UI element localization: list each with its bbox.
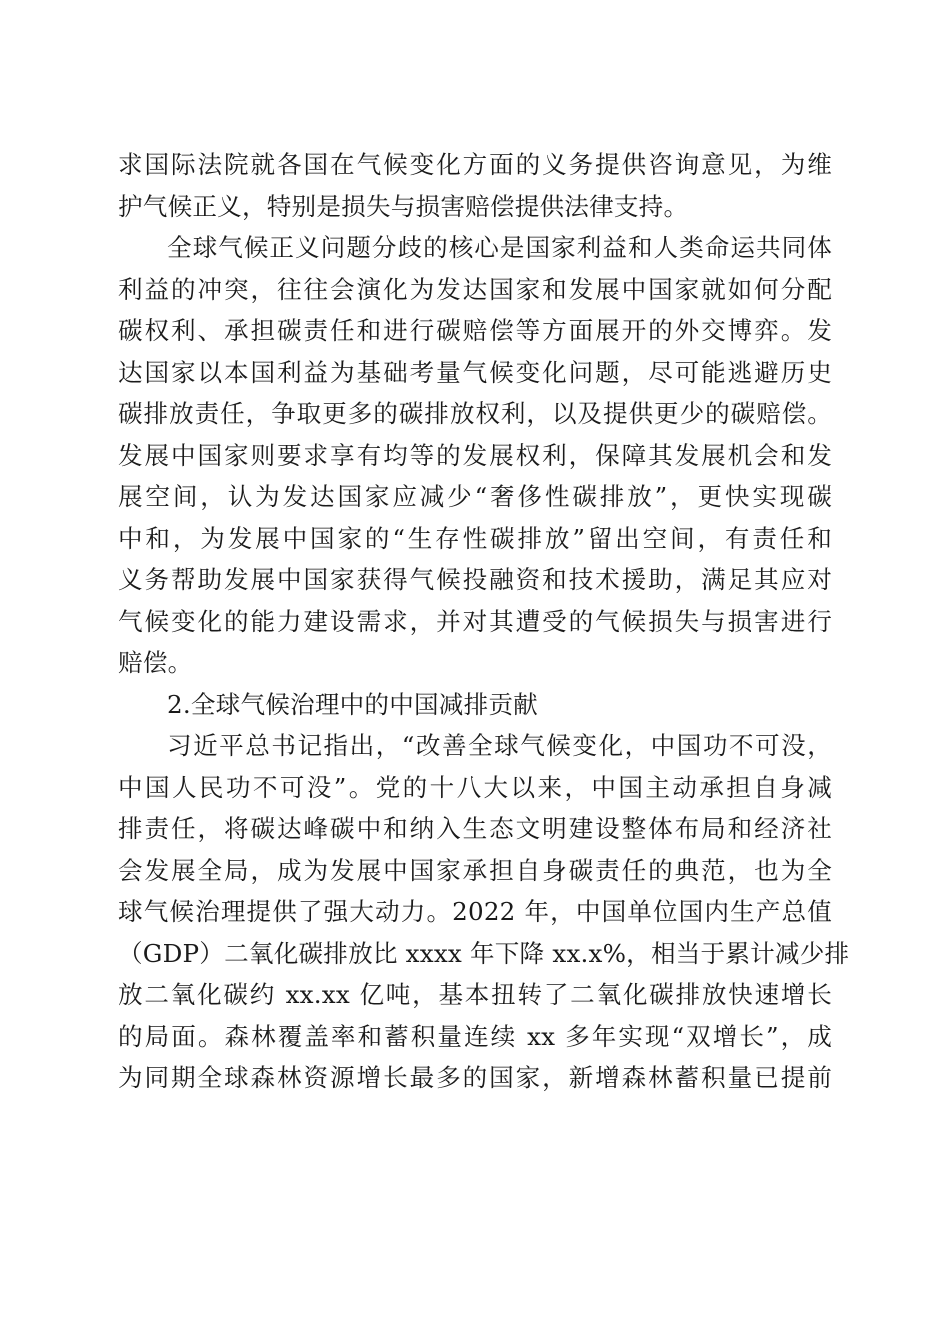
text-line: 利益的冲突，往往会演化为发达国家和发展中国家就如何分配 (118, 274, 832, 304)
text-line: 赔偿。 (118, 648, 193, 677)
paragraph-2 (118, 227, 832, 684)
text-line: 放二氧化碳约 xx.xx 亿吨，基本扭转了二氧化碳排放快速增长 (118, 980, 832, 1009)
text-line: （GDP）二氧化碳排放比 xxxx 年下降 xx.x%，相当于累计减少排 (118, 938, 850, 968)
section-heading (118, 684, 832, 726)
text-line: 为同期全球森林资源增长最多的国家，新增森林蓄积量已提前 (118, 1063, 832, 1092)
text-line: 习近平总书记指出，“改善全球气候变化，中国功不可没， (167, 731, 832, 760)
text-line: 求国际法院就各国在气候变化方面的义务提供咨询意见，为维 (118, 150, 832, 179)
text-line: 发展中国家则要求享有均等的发展权利，保障其发展机会和发 (118, 440, 832, 470)
text-line: 护气候正义，特别是损失与损害赔偿提供法律支持。 (118, 191, 689, 221)
paragraph-1 (118, 144, 832, 227)
section-title: 2.全球气候治理中的中国减排贡献 (167, 689, 538, 719)
text-line: 达国家以本国利益为基础考量气候变化问题，尽可能逃避历史 (118, 357, 832, 387)
body-text (118, 144, 850, 1099)
text-line: 义务帮助发展中国家获得气候投融资和技术援助，满足其应对 (118, 565, 832, 594)
text-line: 中和，为发展中国家的“生存性碳排放”留出空间，有责任和 (118, 523, 832, 553)
text-line: 碳权利、承担碳责任和进行碳赔偿等方面展开的外交博弈。发 (118, 316, 832, 345)
text-line: 球气候治理提供了强大动力。2022 年，中国单位国内生产总值 (118, 897, 832, 926)
text-line: 排责任，将碳达峰碳中和纳入生态文明建设整体布局和经济社 (118, 814, 832, 843)
text-line: 的局面。森林覆盖率和蓄积量连续 xx 多年实现“双增长”，成 (118, 1021, 832, 1051)
text-line: 中国人民功不可没”。党的十八大以来，中国主动承担自身减 (118, 772, 832, 802)
text-line: 全球气候正义问题分歧的核心是国家利益和人类命运共同体 (167, 233, 832, 262)
text-line: 会发展全局，成为发展中国家承担自身碳责任的典范，也为全 (118, 855, 832, 885)
text-line: 展空间，认为发达国家应减少“奢侈性碳排放”，更快实现碳 (118, 482, 832, 511)
text-line: 碳排放责任，争取更多的碳排放权利，以及提供更少的碳赔偿。 (118, 399, 832, 428)
paragraph-3 (118, 725, 850, 1099)
text-line: 气候变化的能力建设需求，并对其遭受的气候损失与损害进行 (118, 606, 832, 636)
